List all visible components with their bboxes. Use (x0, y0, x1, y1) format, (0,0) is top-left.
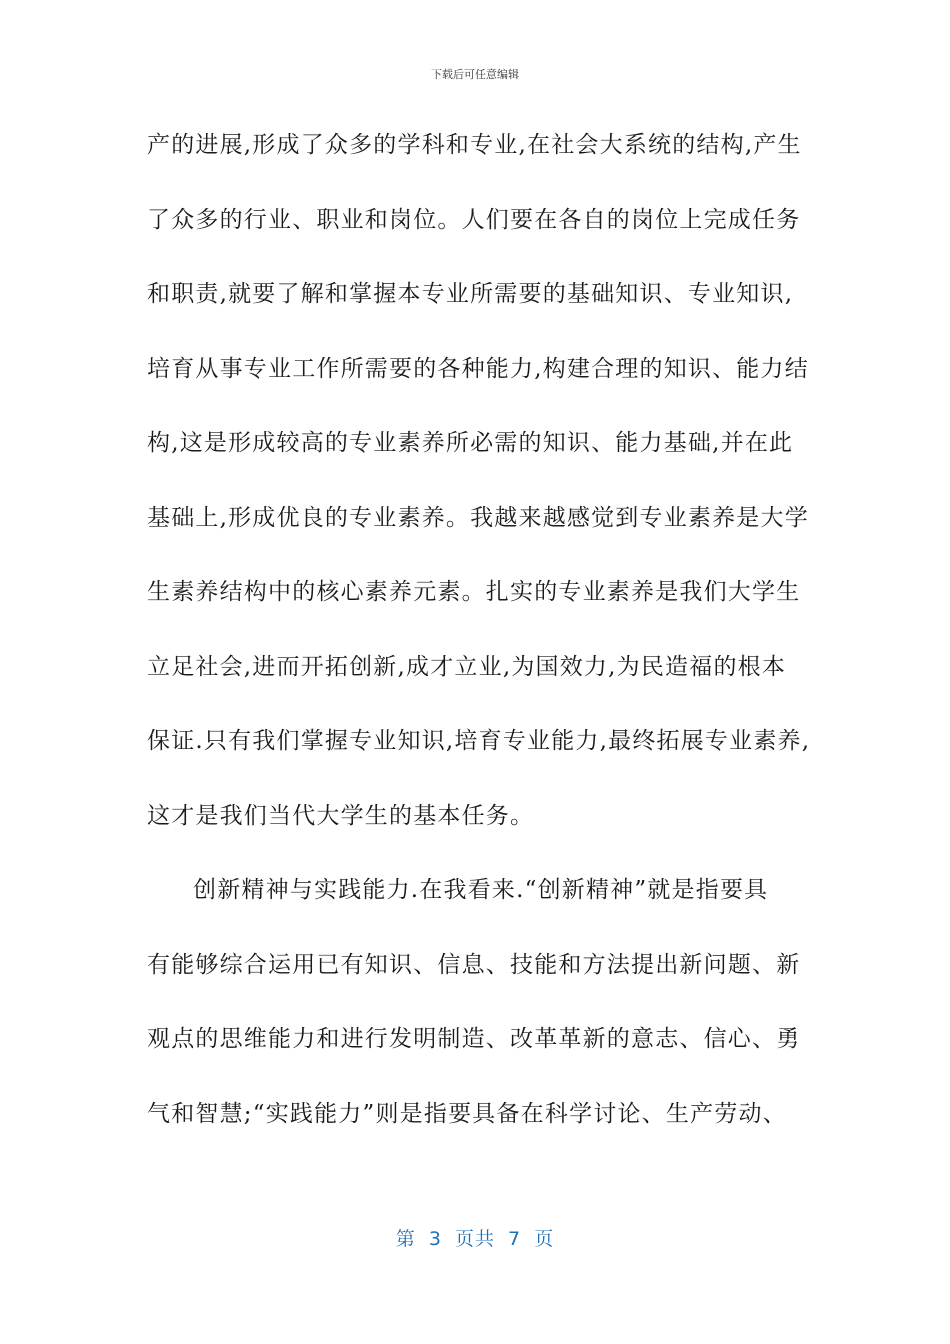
text-line: 气和智慧;“实践能力”则是指要具备在科学讨论、生产劳动、 (147, 1100, 787, 1127)
text-line: 有能够综合运用已有知识、信息、技能和方法提出新问题、新 (147, 951, 801, 978)
text-line: 和职责,就要了解和掌握本专业所需要的基础知识、专业知识, (147, 281, 794, 307)
text-line: 立足社会,进而开拓创新,成才立业,为国效力,为民造福的根本 (147, 653, 787, 680)
text-line: 这才是我们当代大学生的基本任务。 (147, 802, 535, 829)
page-number-footer (0, 1224, 950, 1251)
paragraph (147, 125, 827, 870)
text-line: 生素养结构中的核心素养元素。扎实的专业素养是我们大学生 (147, 579, 801, 605)
text-line: 构,这是形成较高的专业素养所必需的知识、能力基础,并在此 (147, 430, 794, 456)
footer-label-page: 第 (395, 1228, 416, 1250)
footer-label-of: 页共 (454, 1228, 495, 1250)
page-header-note: 下载后可任意编辑 (431, 68, 519, 81)
text-line: 创新精神与实践能力.在我看来.“创新精神”就是指要具 (193, 877, 769, 903)
text-line: 观点的思维能力和进行发明制造、改革革新的意志、信心、勇 (147, 1026, 801, 1052)
footer-current-page: 3 (428, 1228, 442, 1250)
document-body (147, 125, 827, 1168)
text-line: 保证.只有我们掌握专业知识,培育专业能力,最终拓展专业素养, (147, 728, 811, 754)
text-line: 基础上,形成优良的专业素养。我越来越感觉到专业素养是大学 (147, 504, 809, 531)
paragraph (147, 870, 827, 1168)
text-line: 了众多的行业、职业和岗位。人们要在各自的岗位上完成任务 (147, 206, 801, 233)
footer-label-end: 页 (534, 1228, 555, 1250)
footer-total-pages: 7 (508, 1228, 522, 1250)
text-line: 培育从事专业工作所需要的各种能力,构建合理的知识、能力结 (147, 355, 809, 382)
text-line: 产的进展,形成了众多的学科和专业,在社会大系统的结构,产生 (147, 132, 802, 158)
